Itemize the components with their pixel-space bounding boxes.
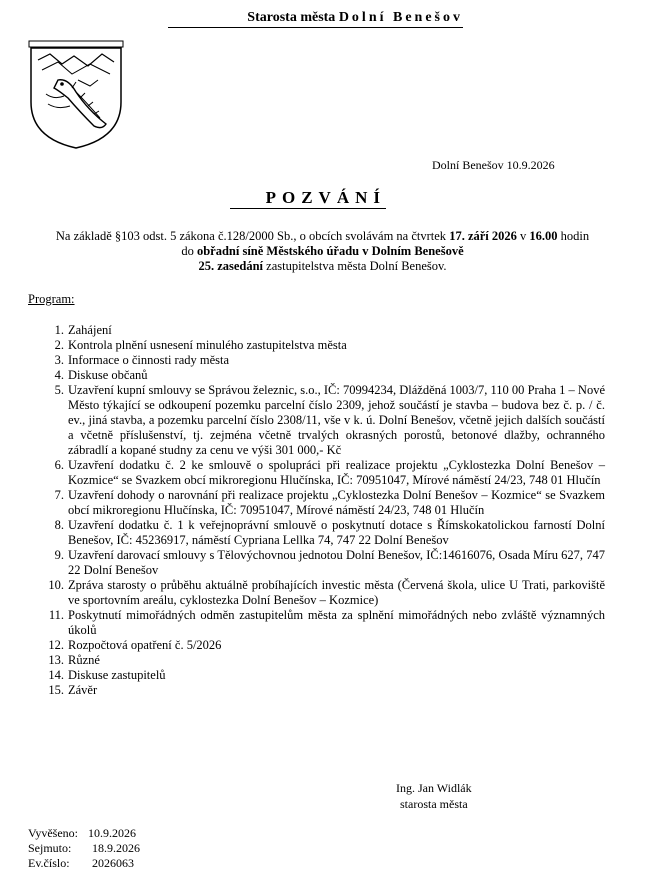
agenda-text: Uzavření kupní smlouvy se Správou železnic, s.o., IČ: 70994234, Dlážděná 1003/7, 110 00 Praha 1 – Nové Město týkající se odkoupení pozemku parcelní číslo 2309, jehož součástí je stavba – budova bez č. p. / č. ev., jiná stavba, a pozemku parcelní číslo 2308/11, vše v k. ú. Dolní Benešov, včetně jejich dalších součástí a včetně příslušenství, tj. zejména včetně trvalých okrasných porostů, betonové dlažby, ochranného zábradlí a kopané studny za cenu ve výši 301 000,- Kč — [68, 383, 605, 457]
removed-row — [28, 841, 140, 856]
agenda-number: 3. — [54, 353, 64, 367]
intro-text: hodin — [557, 229, 590, 243]
agenda-number: 6. — [54, 458, 64, 472]
agenda-item — [38, 353, 605, 368]
agenda-number: 12. — [48, 638, 64, 652]
removed-label: Sejmuto: — [28, 841, 72, 855]
agenda-number: 10. — [48, 578, 64, 592]
agenda-text: Uzavření darovací smlouvy s Tělovýchovnou jednotou Dolní Benešov, IČ:14616076, Osada Míru 627, 747 22 Dolní Benešov — [68, 548, 605, 577]
agenda-item — [38, 668, 605, 683]
agenda-item — [38, 458, 605, 488]
agenda-item — [38, 653, 605, 668]
posting-info — [28, 826, 140, 871]
removed-value: 18.9.2026 — [92, 841, 140, 855]
coat-of-arms-logo — [28, 40, 124, 150]
agenda-number: 8. — [54, 518, 64, 532]
intro-line-3 — [20, 259, 625, 274]
agenda-text: Rozpočtová opatření č. 5/2026 — [68, 638, 222, 652]
intro-text: v — [516, 229, 530, 243]
agenda-item — [38, 383, 605, 458]
document-header — [168, 10, 463, 28]
agenda-text: Zahájení — [68, 323, 112, 337]
agenda-text: Uzavření dodatku č. 1 k veřejnoprávní smlouvě o poskytnutí dotace s Římskokatolickou farností Dolní Benešov, IČ: 45236917, náměstí Cypriana Lellka 74, 747 22 Dolní Benešov — [68, 518, 605, 547]
intro-text: do — [181, 244, 197, 258]
reference-row — [28, 856, 140, 871]
meeting-date: 17. září 2026 — [449, 229, 517, 243]
posted-value: 10.9.2026 — [88, 826, 136, 840]
agenda-item — [38, 368, 605, 383]
signatory-name: Ing. Jan Widlák — [396, 781, 472, 795]
agenda-number: 14. — [48, 668, 64, 682]
agenda-number: 15. — [48, 683, 64, 697]
reference-value: 2026063 — [92, 856, 134, 870]
agenda-text: Uzavření dohody o narovnání při realizace projektu „Cyklostezka Dolní Benešov – Kozmice“ se Svazkem obcí mikroregionu Hlučínska, IČ: 70951047, Mírové náměstí 24/23, 748 01 Hlučín — [68, 488, 605, 517]
intro-text: Na základě §103 odst. 5 zákona č.128/2000 Sb., o obcích svolávám na čtvrtek — [55, 229, 450, 243]
header-prefix: Starosta města — [247, 10, 336, 25]
header-town: Dolní Benešov — [338, 10, 463, 25]
agenda-text: Informace o činnosti rady města — [68, 353, 230, 367]
signatory-role: starosta města — [400, 797, 468, 811]
agenda-number: 13. — [48, 653, 64, 667]
agenda-number: 1. — [54, 323, 64, 337]
intro-line-2 — [20, 244, 625, 259]
agenda-text: Uzavření dodatku č. 2 ke smlouvě o spolupráci při realizace projektu „Cyklostezka Dolní Benešov – Kozmice“ se Svazkem obcí mikroregionu Hlučínska, IČ: 70951047, Mírové náměstí 24/23, 748 01 Hlučín — [68, 458, 605, 487]
agenda-item — [38, 608, 605, 638]
agenda-text: Diskuse zastupitelů — [68, 668, 166, 682]
agenda-text: Poskytnutí mimořádných odměn zastupitelům města za splnění mimořádných nebo zvláště významných úkolů — [68, 608, 605, 637]
agenda-number: 9. — [54, 548, 64, 562]
meeting-time: 16.00 — [529, 229, 558, 243]
agenda-item — [38, 578, 605, 608]
agenda-text: Diskuse občanů — [68, 368, 148, 382]
posted-row — [28, 826, 140, 841]
agenda-item — [38, 683, 605, 698]
page-title: POZVÁNÍ — [230, 188, 386, 209]
program-heading: Program: — [28, 292, 75, 306]
agenda-number: 4. — [54, 368, 64, 382]
meeting-venue: obřadní síně Městského úřadu v Dolním Benešově — [196, 244, 464, 258]
agenda-number: 2. — [54, 338, 64, 352]
agenda-item — [38, 323, 605, 338]
agenda-item — [38, 488, 605, 518]
agenda-text: Zpráva starosty o průběhu aktuálně probíhajících investic města (Červená škola, ulice U Trati, parkoviště ve sportovním areálu, cyklostezka Dolní Benešov – Kozmice) — [68, 578, 605, 607]
agenda-number: 7. — [54, 488, 64, 502]
agenda-item — [38, 548, 605, 578]
agenda-number: 5. — [54, 383, 64, 397]
invitation-intro — [20, 229, 625, 274]
agenda-text: Závěr — [68, 683, 98, 697]
agenda-number: 11. — [48, 608, 64, 622]
agenda-item — [38, 338, 605, 353]
posted-label: Vyvěšeno: — [28, 826, 78, 840]
place-and-date: Dolní Benešov 10.9.2026 — [432, 158, 555, 172]
agenda-text: Různé — [68, 653, 100, 667]
intro-line-1 — [20, 229, 625, 244]
agenda-list — [38, 323, 605, 698]
reference-label: Ev.číslo: — [28, 856, 70, 870]
agenda-text: Kontrola plnění usnesení minulého zastupitelstva města — [68, 338, 347, 352]
agenda-item — [38, 638, 605, 653]
intro-text: zastupitelstva města Dolní Benešov. — [263, 259, 447, 273]
agenda-item — [38, 518, 605, 548]
meeting-number: 25. zasedání — [198, 259, 264, 273]
signature-block — [396, 780, 472, 812]
